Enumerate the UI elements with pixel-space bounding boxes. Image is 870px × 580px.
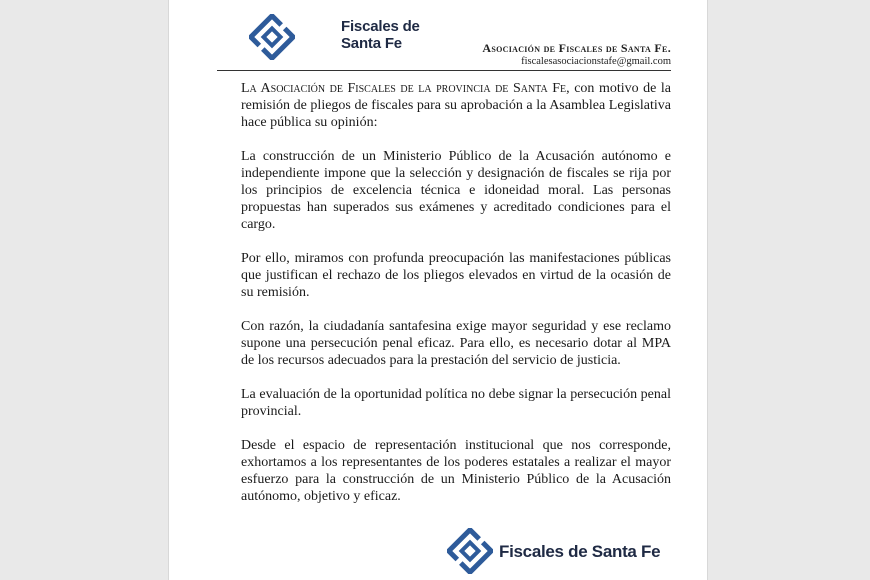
- statement-body: [241, 80, 671, 522]
- logo-line-2: Santa Fe: [341, 35, 402, 52]
- paragraph-6: Desde el espacio de representación institucional que nos corresponde, exhortamos a los representantes de los poderes estatales a realizar el mayor esfuerzo para la construcción de un Ministerio Público de la Acusación autónomo, objetivo y eficaz.: [241, 438, 671, 504]
- footer-wordmark: Fiscales de Santa Fe: [499, 542, 661, 561]
- paragraph-1-rest: con motivo de la remisión de pliegos de fiscales para su aprobación a la Asamblea Legislativa hace pública su opinión:: [241, 81, 671, 130]
- logo-line-1: Fiscales de: [341, 18, 420, 35]
- fiscales-logo-icon: [249, 14, 295, 65]
- paragraph-1: [241, 80, 671, 131]
- paragraph-5: La evaluación de la oportunidad política no debe signar la persecución penal provincial.: [241, 387, 671, 419]
- footer-logo-icon: [447, 528, 493, 579]
- paragraph-1-lead: La Asociación de Fiscales de la provincia de Santa Fe,: [241, 81, 570, 96]
- logo-wordmark: [341, 18, 420, 52]
- association-title: Asociación de Fiscales de Santa Fe.: [482, 41, 671, 55]
- paragraph-2: La construcción de un Ministerio Público de la Acusación autónomo e independiente impone que la selección y designación de fiscales se rija por los principios de excelencia técnica e idoneidad moral. Las personas propuestas han superados sus exámenes y acreditado condiciones para el cargo.: [241, 149, 671, 232]
- paragraph-4: Con razón, la ciudadanía santafesina exige mayor seguridad y ese reclamo supone una persecución penal eficaz. Para ello, es necesario dotar al MPA de los recursos adecuados para la prestación del servicio de justicia.: [241, 319, 671, 368]
- association-email: fiscalesasociacionstafe@gmail.com: [521, 56, 671, 67]
- paragraph-3: Por ello, miramos con profunda preocupación las manifestaciones públicas que justifican el rechazo de los pliegos elevados en virtud de la ocasión de su remisión.: [241, 251, 671, 300]
- header-divider: [217, 70, 671, 71]
- document-page: [168, 0, 708, 580]
